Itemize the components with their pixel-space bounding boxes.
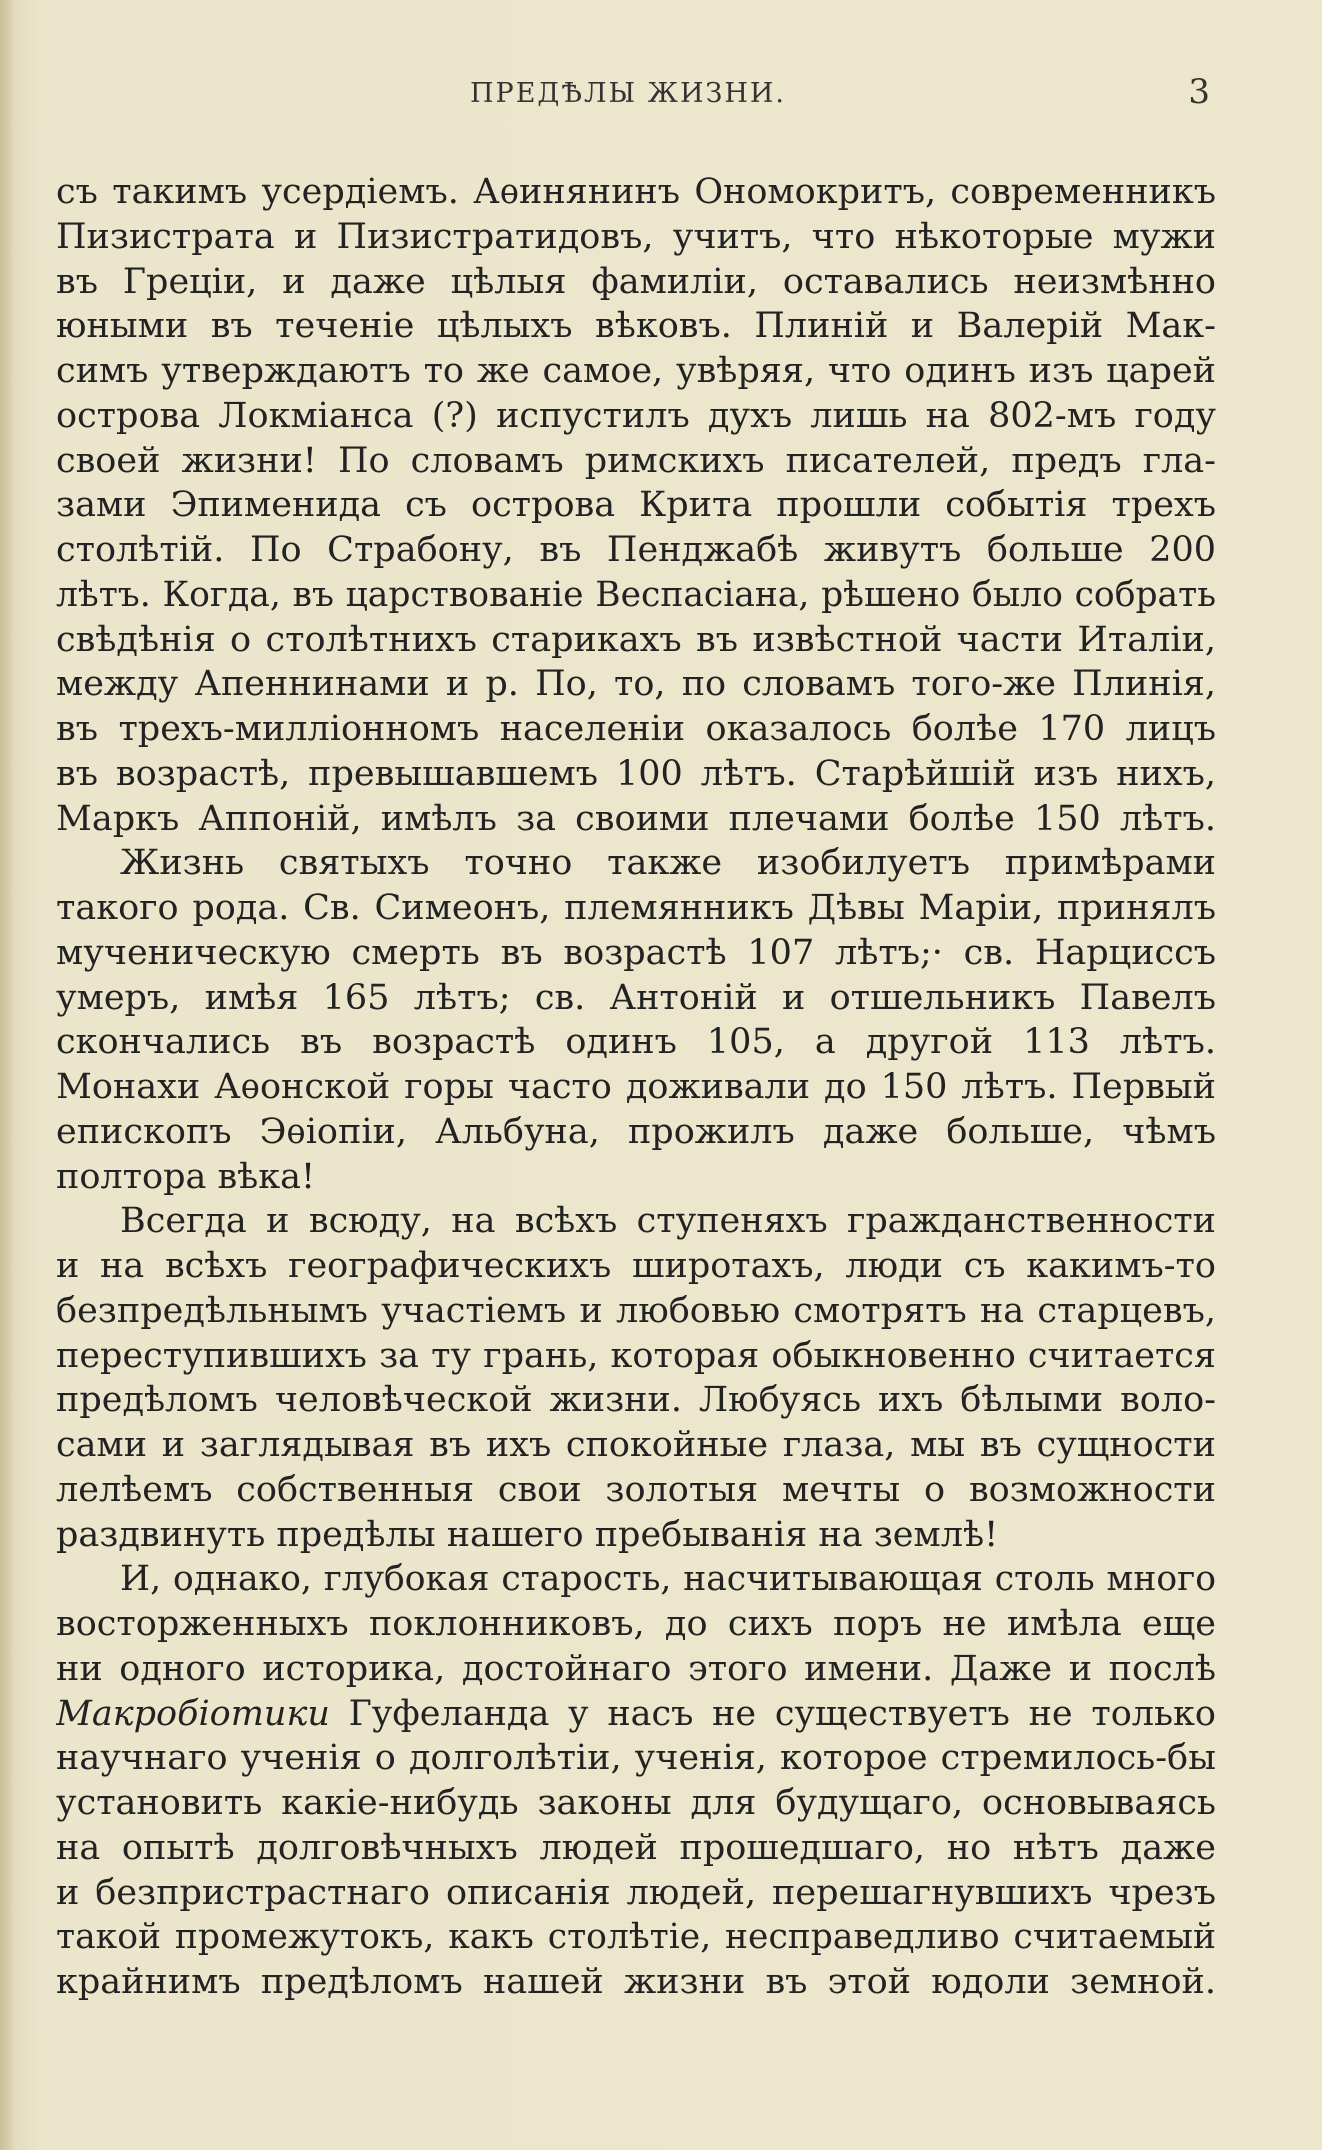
text-line: и безпристрастнаго описанія людей, перешагнувшихъ чрезъ <box>56 1872 1216 1913</box>
paragraph-start-line: Жизнь святыхъ точно также изобилуетъ примѣрами <box>120 843 1216 884</box>
text-line: Пизистрата и Пизистратидовъ, учитъ, что нѣкоторые мужи <box>56 216 1216 257</box>
italic-book-title: Макробіотики <box>56 1693 330 1734</box>
text-line: восторженныхъ поклонниковъ, до сихъ поръ не имѣла еще <box>56 1604 1216 1644</box>
spine-shadow <box>0 0 14 2150</box>
text-line: научнаго ученія о долголѣтіи, ученія, которое стремилось-бы <box>56 1738 1216 1779</box>
text-line: Монахи Аѳонской горы часто доживали до 150 лѣтъ. Первый <box>56 1067 1216 1107</box>
running-title: ПРЕДѢЛЫ ЖИЗНИ. <box>470 78 786 109</box>
text-line: установить какіе-нибудь законы для будущаго, основываясь <box>56 1783 1216 1823</box>
text-line: столѣтій. По Страбону, въ Пенджабѣ живутъ больше 200 <box>56 530 1216 570</box>
line-remainder: Гуфеланда у насъ не существуетъ не только <box>329 1693 1216 1734</box>
text-line: епископъ Эѳіопіи, Альбуна, прожилъ даже больше, чѣмъ <box>56 1111 1216 1152</box>
body-text <box>56 170 1216 2005</box>
text-line: лелѣемъ собственныя свои золотыя мечты о возможности <box>56 1469 1216 1510</box>
page-number: 3 <box>1188 72 1210 112</box>
text-line-with-italic <box>56 1692 1216 1737</box>
text-line: такого рода. Св. Симеонъ, племянникъ Дѣвы Маріи, принялъ <box>56 888 1216 928</box>
text-line: и на всѣхъ географическихъ широтахъ, люди съ какимъ-то <box>56 1246 1216 1286</box>
text-line: симъ утверждаютъ то же самое, увѣряя, что одинъ изъ царей <box>56 351 1216 391</box>
paragraph-start-line: Всегда и всюду, на всѣхъ ступеняхъ гражданственности <box>120 1201 1216 1242</box>
text-line: свѣдѣнія о столѣтнихъ старикахъ въ извѣстной части Италіи, <box>56 619 1216 660</box>
paragraph-start-line: И, однако, глубокая старость, насчитывающая столь много <box>120 1559 1216 1600</box>
text-line: лѣтъ. Когда, въ царствованіе Веспасіана, рѣшено было собрать <box>56 574 1216 615</box>
text-line: острова Локміанса (?) испустилъ духъ лишь на 802-мъ году <box>56 395 1216 436</box>
text-line: между Апеннинами и р. По, то, по словамъ того-же Плинія, <box>56 664 1216 705</box>
text-line: такой промежутокъ, какъ столѣтіе, несправедливо считаемый <box>56 1917 1216 1958</box>
text-line: мученическую смерть въ возрастѣ 107 лѣтъ;· св. Нарциссъ <box>56 932 1216 973</box>
text-line: предѣломъ человѣческой жизни. Любуясь ихъ бѣлыми воло- <box>56 1380 1216 1421</box>
text-line: въ возрастѣ, превышавшемъ 100 лѣтъ. Старѣйшій изъ нихъ, <box>56 753 1216 794</box>
paragraph-end-line: раздвинуть предѣлы нашего пребыванія на землѣ! <box>56 1514 999 1555</box>
text-line: безпредѣльнымъ участіемъ и любовью смотрятъ на старцевъ, <box>56 1290 1216 1331</box>
text-line: съ такимъ усердіемъ. Аѳинянинъ Ономокритъ, современникъ <box>56 172 1216 212</box>
text-line: крайнимъ предѣломъ нашей жизни въ этой юдоли земной. <box>56 1962 1216 2002</box>
text-line: зами Эпименида съ острова Крита прошли событія трехъ <box>56 485 1216 526</box>
text-line: ни одного историка, достойнаго этого имени. Даже и послѣ <box>56 1648 1216 1689</box>
text-line: юными въ теченіе цѣлыхъ вѣковъ. Плиній и Валерій Мак- <box>56 306 1216 347</box>
page-header <box>0 72 1322 116</box>
text-line: своей жизни! По словамъ римскихъ писателей, предъ гла- <box>56 440 1216 481</box>
text-line: въ трехъ-милліонномъ населеніи оказалось болѣе 170 лицъ <box>56 709 1216 749</box>
text-line: скончались въ возрастѣ одинъ 105, а другой 113 лѣтъ. <box>56 1022 1216 1063</box>
text-line: умеръ, имѣя 165 лѣтъ; св. Антоній и отшельникъ Павелъ <box>56 977 1216 1018</box>
text-line: Маркъ Аппоній, имѣлъ за своими плечами болѣе 150 лѣтъ. <box>56 798 1216 839</box>
text-line: въ Греціи, и даже цѣлыя фамиліи, оставались неизмѣнно <box>56 261 1216 302</box>
text-line: на опытѣ долговѣчныхъ людей прошедшаго, но нѣтъ даже <box>56 1827 1216 1868</box>
text-line: сами и заглядывая въ ихъ спокойные глаза, мы въ сущности <box>56 1425 1216 1465</box>
text-line: переступившихъ за ту грань, которая обыкновенно считается <box>56 1335 1216 1376</box>
paragraph-end-line: полтора вѣка! <box>56 1156 316 1197</box>
